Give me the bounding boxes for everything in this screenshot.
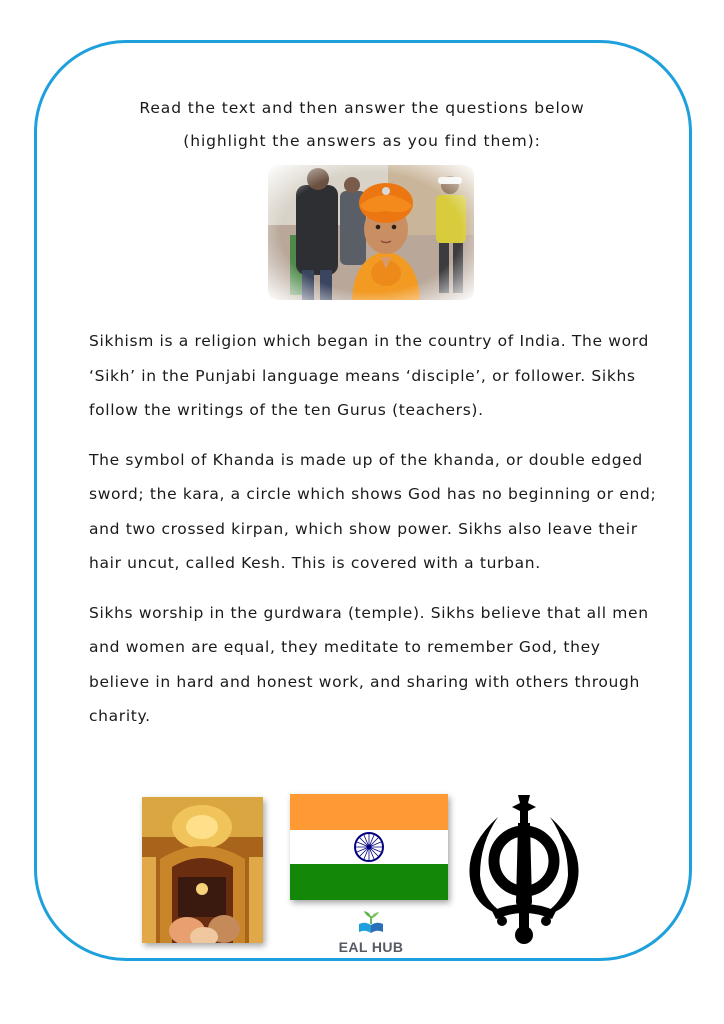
eal-hub-logo — [330, 910, 412, 955]
khanda-icon — [462, 793, 586, 949]
india-flag — [290, 794, 448, 900]
gurdwara-illustration — [142, 797, 263, 943]
paragraph-khanda: The symbol of Khanda is made up of the khanda, or double edged sword; the kara, a circle which shows God has no beginning or end; and two crossed kirpan, which show power. Sikhs also leave their hair uncut, called Kesh. This is covered with a turban. — [89, 450, 657, 572]
instructions — [60, 92, 664, 158]
paragraph-sikhism: Sikhism is a religion which began in the country of India. The word ‘Sikh’ in the Punjabi language means ‘disciple’, or follower. Sikhs follow the writings of the ten Gurus (teachers). — [89, 332, 649, 419]
paragraph-worship: Sikhs worship in the gurdwara (temple). Sikhs believe that all men and women are equal, they meditate to remember God, they believe in hard and honest work, and sharing with others through charity. — [89, 603, 649, 725]
sikh-child-illustration — [268, 165, 474, 300]
logo-text: EAL HUB — [338, 939, 404, 955]
book-sprout-icon — [355, 910, 387, 934]
instructions-line-2: (highlight the answers as you find them): — [183, 132, 541, 150]
reading-text — [89, 324, 659, 749]
sikh-child-photo — [268, 165, 474, 300]
gurdwara-interior-photo — [142, 797, 263, 943]
khanda-symbol — [462, 793, 586, 949]
india-flag-graphic — [290, 794, 448, 900]
instructions-line-1: Read the text and then answer the questions below — [139, 99, 585, 117]
